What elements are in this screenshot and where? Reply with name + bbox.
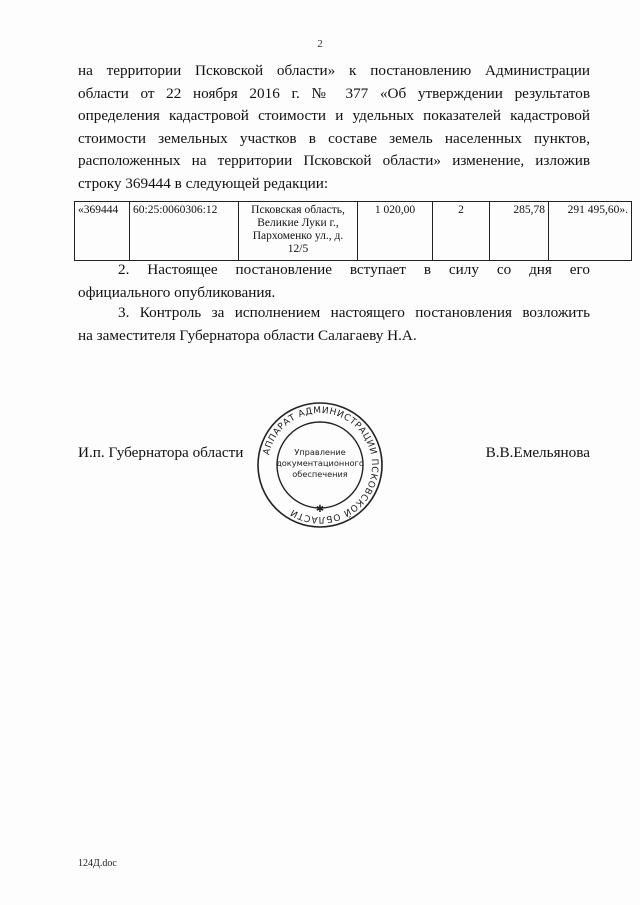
cadastral-table bbox=[74, 201, 632, 261]
paragraph-3-line: на заместителя Губернатора области Салагаеву Н.А. bbox=[78, 326, 417, 344]
cell-code: «369444 bbox=[75, 202, 130, 261]
seal-inner-line: Управление bbox=[294, 447, 346, 457]
seal-outer-text: АППАРАТ АДМИНИСТРАЦИИ ПСКОВСКОЙ ОБЛАСТИ bbox=[262, 405, 380, 525]
seal-inner-line: обеспечения bbox=[292, 469, 348, 479]
cell-category: 2 bbox=[433, 202, 490, 261]
cell-cadastral-cost: 291 495,60». bbox=[549, 202, 632, 261]
svg-text:✱: ✱ bbox=[315, 504, 325, 515]
paragraph-1-line: стоимости земельных участков в составе земель населенных пунктов, bbox=[78, 129, 590, 147]
cell-upks: 285,78 bbox=[490, 202, 549, 261]
official-seal-stamp bbox=[255, 400, 385, 530]
table-row bbox=[75, 202, 632, 261]
paragraph-1-line: строку 369444 в следующей редакции: bbox=[78, 174, 329, 192]
paragraph-2 bbox=[78, 259, 590, 304]
signatory-name: В.В.Емельянова bbox=[485, 444, 590, 461]
paragraph-1-line: определения кадастровой стоимости и удельных показателей кадастровой bbox=[78, 107, 590, 124]
footer-file-name: 124Д.doc bbox=[78, 858, 117, 869]
paragraph-3 bbox=[78, 302, 590, 347]
cell-address: Псковская область, Великие Луки г., Пархоменко ул., д. 12/5 bbox=[239, 202, 358, 261]
paragraph-3-line: 3. Контроль за исполнением настоящего постановления возложить bbox=[118, 304, 590, 321]
paragraph-1-line: области от 22 ноября 2016 г. № 377 «Об утверждении результатов bbox=[78, 84, 590, 102]
paragraph-2-line: 2. Настоящее постановление вступает в силу со дня его bbox=[118, 261, 590, 278]
cell-cadastral-number: 60:25:0060306:12 bbox=[130, 202, 239, 261]
paragraph-1 bbox=[78, 60, 590, 195]
paragraph-1-line: расположенных на территории Псковской области» изменение, изложив bbox=[78, 152, 590, 169]
seal-inner-line: документационного bbox=[276, 458, 364, 468]
page-number: 2 bbox=[317, 38, 323, 50]
signatory-position: И.п. Губернатора области bbox=[78, 444, 244, 461]
paragraph-1-line: на территории Псковской области» к постановлению Администрации bbox=[78, 62, 590, 79]
cell-area: 1 020,00 bbox=[358, 202, 433, 261]
paragraph-2-line: официального опубликования. bbox=[78, 283, 276, 301]
